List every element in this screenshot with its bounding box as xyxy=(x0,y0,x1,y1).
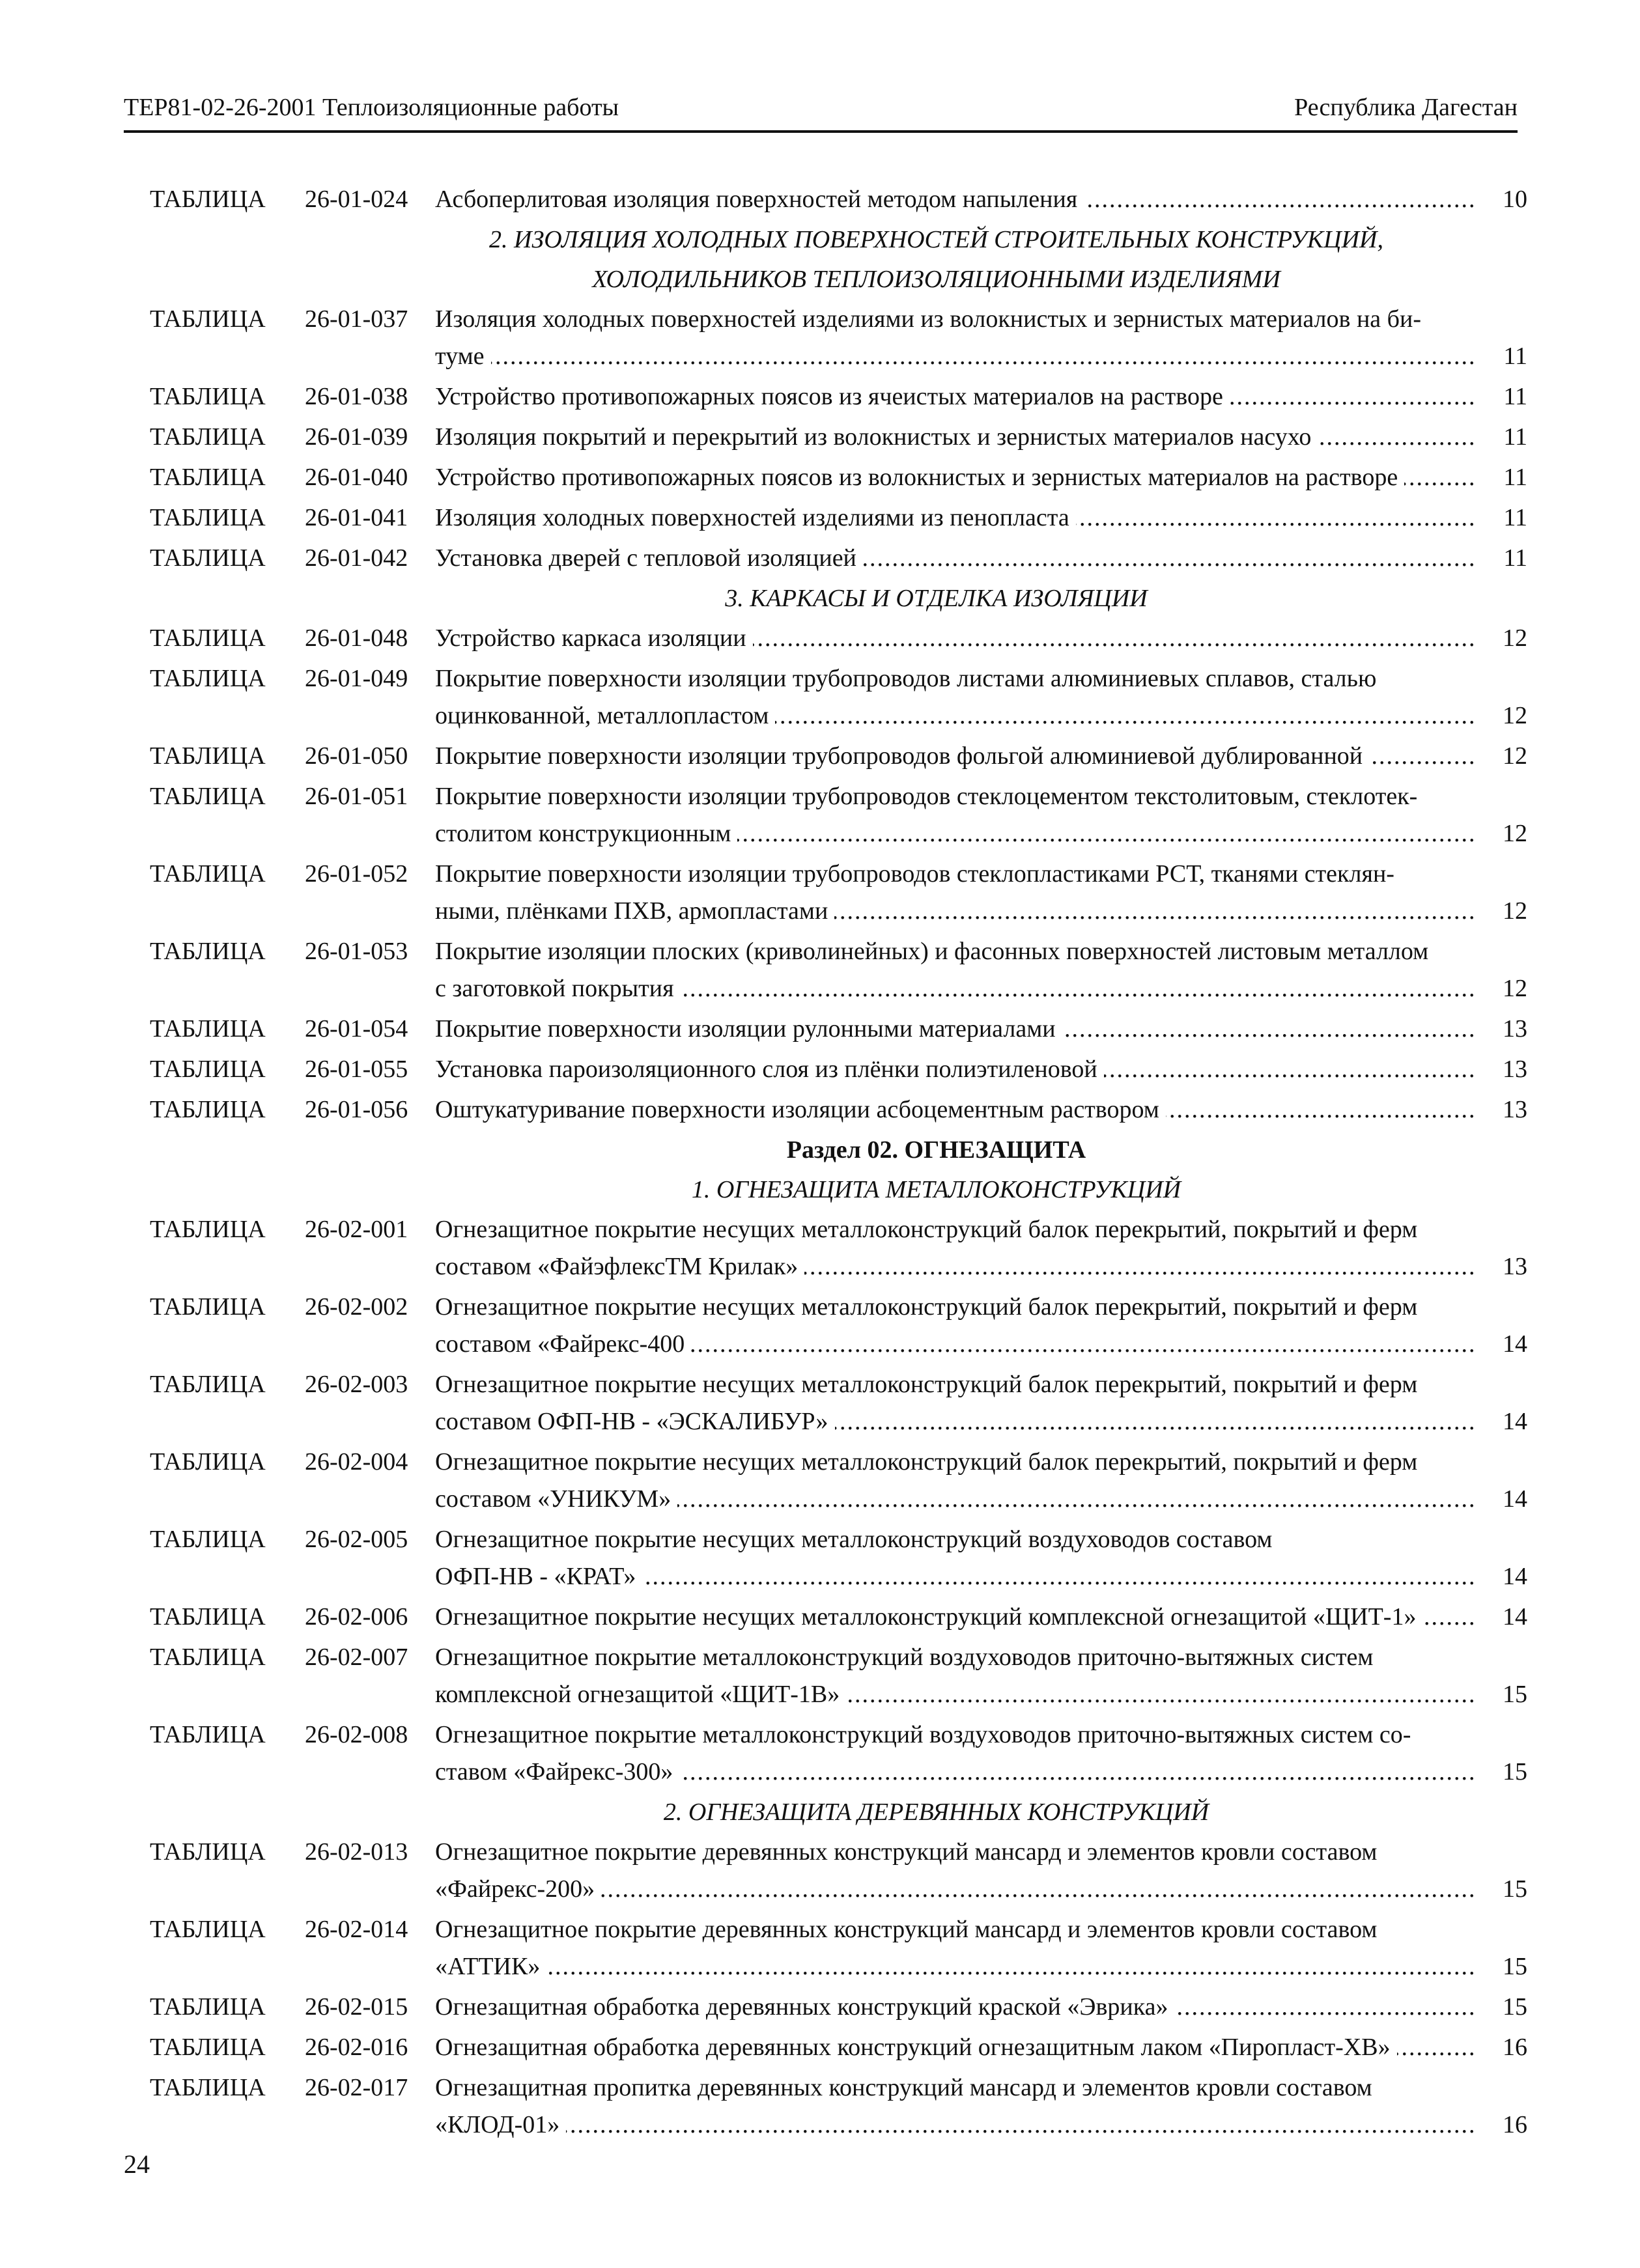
toc-entry-page: 15 xyxy=(1503,1875,1527,1903)
toc-entry-title-line: ставом «Файрекс-300» xyxy=(435,1758,679,1785)
toc-entry-title xyxy=(435,1011,1482,1048)
toc-entry-page: 13 xyxy=(1503,1056,1527,1083)
toc-entry-title-line: ными, плёнками ПХВ, армопластами xyxy=(435,897,834,925)
toc-entry-label: ТАБЛИЦА xyxy=(150,2034,266,2061)
toc-entry-page: 12 xyxy=(1503,742,1527,770)
toc-entry-code: 26-02-014 xyxy=(305,1916,408,1943)
toc-entry-title xyxy=(435,1989,1482,2026)
toc-entry-code: 26-01-052 xyxy=(305,860,408,888)
toc-entry-page: 11 xyxy=(1503,544,1527,572)
toc-entry-code: 26-01-024 xyxy=(305,186,408,213)
toc-entry-code: 26-01-037 xyxy=(305,305,408,333)
toc-entry-label: ТАБЛИЦА xyxy=(150,1526,266,1553)
toc-entry-title xyxy=(435,1289,1482,1363)
toc-entry xyxy=(150,181,1527,218)
toc-entry-title-line: Изоляция холодных поверхностей изделиями из волокнистых и зернистых материалов на би- xyxy=(435,305,1421,333)
toc-entry xyxy=(150,1834,1527,1908)
toc-entry-code: 26-02-003 xyxy=(305,1371,408,1398)
toc-entry-title-line: «АТТИК» xyxy=(435,1953,546,1980)
toc-entry-title-line: Устройство каркаса изоляции xyxy=(435,624,753,652)
toc-entry-code: 26-01-051 xyxy=(305,783,408,810)
toc-entry-title xyxy=(435,1211,1482,1285)
toc-entry xyxy=(150,1716,1527,1791)
toc-entry-title xyxy=(435,778,1482,852)
toc-entry-page: 12 xyxy=(1503,702,1527,729)
toc-entry-title-line: Покрытие поверхности изоляции рулонными материалами xyxy=(435,1015,1062,1043)
toc-entry-label: ТАБЛИЦА xyxy=(150,1056,266,1083)
toc-entry xyxy=(150,1444,1527,1518)
toc-entry-page: 16 xyxy=(1503,2034,1527,2061)
toc-entry-code: 26-01-048 xyxy=(305,624,408,652)
toc-entry-title-line: Огнезащитное покрытие несущих металлоконструкций воздуховодов составом xyxy=(435,1526,1273,1553)
toc-entry xyxy=(150,1599,1527,1636)
toc-entry xyxy=(150,301,1527,375)
toc-entry-label: ТАБЛИЦА xyxy=(150,504,266,531)
toc-entry-title-line: с заготовкой покрытия xyxy=(435,975,681,1002)
toc-entry xyxy=(150,1521,1527,1595)
toc-entry-label: ТАБЛИЦА xyxy=(150,1993,266,2021)
toc-entry-code: 26-02-016 xyxy=(305,2034,408,2061)
toc-entry-page: 10 xyxy=(1503,186,1527,213)
toc-entry-title-line: Огнезащитное покрытие металлоконструкций воздуховодов приточно-вытяжных систем xyxy=(435,1644,1374,1671)
section-heading: Раздел 02. ОГНЕЗАЩИТА xyxy=(786,1136,1086,1164)
toc-entry xyxy=(150,1989,1527,2026)
toc-entry-page: 12 xyxy=(1503,820,1527,847)
toc-entry-label: ТАБЛИЦА xyxy=(150,423,266,451)
toc-entry-code: 26-02-005 xyxy=(305,1526,408,1553)
toc-entry-page: 15 xyxy=(1503,1993,1527,2021)
toc-entry xyxy=(150,1639,1527,1713)
toc-entry-code: 26-02-006 xyxy=(305,1603,408,1631)
toc-entry-title xyxy=(435,1521,1482,1595)
toc-entry-label: ТАБЛИЦА xyxy=(150,2074,266,2101)
toc-entry-code: 26-02-013 xyxy=(305,1838,408,1866)
toc-entry-title xyxy=(435,1834,1482,1908)
toc-entry xyxy=(150,378,1527,415)
section-heading: 2. ИЗОЛЯЦИЯ ХОЛОДНЫХ ПОВЕРХНОСТЕЙ СТРОИТЕЛЬНЫХ КОНСТРУКЦИЙ, xyxy=(489,226,1383,253)
section-heading: 1. ОГНЕЗАЩИТА МЕТАЛЛОКОНСТРУКЦИЙ xyxy=(691,1176,1181,1203)
toc-entry-title-line: туме xyxy=(435,343,491,370)
toc-entry-title-line: «КЛОД-01» xyxy=(435,2111,566,2138)
toc-entry xyxy=(150,499,1527,537)
toc-entry-code: 26-01-053 xyxy=(305,938,408,965)
toc-entry-title-line: Покрытие поверхности изоляции трубопроводов стеклоцементом текстолитовым, стеклотек- xyxy=(435,783,1418,810)
section-heading: 3. КАРКАСЫ И ОТДЕЛКА ИЗОЛЯЦИИ xyxy=(725,585,1148,612)
toc-entry-page: 15 xyxy=(1503,1681,1527,1708)
toc-entry-title-line: Огнезащитная пропитка деревянных конструкций мансард и элементов кровли составом xyxy=(435,2074,1372,2101)
toc-entry-title xyxy=(435,540,1482,577)
toc-entry-label: ТАБЛИЦА xyxy=(150,624,266,652)
toc-entry-title xyxy=(435,419,1482,456)
toc-entry-page: 11 xyxy=(1503,504,1527,531)
toc-entry-label: ТАБЛИЦА xyxy=(150,938,266,965)
toc-entry-title-line: Огнезащитное покрытие несущих металлоконструкций балок перекрытий, покрытий и ферм xyxy=(435,1448,1418,1476)
toc-entry-title-line: Установка дверей с тепловой изоляцией xyxy=(435,544,863,572)
toc-entry-page: 16 xyxy=(1503,2111,1527,2138)
toc-entry-title xyxy=(435,1444,1482,1518)
toc-entry xyxy=(150,778,1527,852)
toc-entry-title-line: Асбоперлитовая изоляция поверхностей методом напыления xyxy=(435,186,1084,213)
toc-entry-title-line: Устройство противопожарных поясов из волокнистых и зернистых материалов на растворе xyxy=(435,464,1404,491)
toc-entry-label: ТАБЛИЦА xyxy=(150,305,266,333)
toc-entry-page: 14 xyxy=(1503,1563,1527,1590)
toc-entry xyxy=(150,856,1527,930)
toc-entry-code: 26-01-042 xyxy=(305,544,408,572)
toc-entry-page: 12 xyxy=(1503,624,1527,652)
toc-entry xyxy=(150,1289,1527,1363)
toc-entry xyxy=(150,2029,1527,2066)
toc-entry-page: 12 xyxy=(1503,897,1527,925)
toc-entry-title-line: комплексной огнезащитой «ЩИТ-1В» xyxy=(435,1681,846,1708)
toc-entry-page: 14 xyxy=(1503,1408,1527,1435)
toc-entry-code: 26-01-055 xyxy=(305,1056,408,1083)
toc-entry-title-line: Огнезащитное покрытие металлоконструкций воздуховодов приточно-вытяжных систем со- xyxy=(435,1721,1411,1748)
toc-entry-title-line: Оштукатуривание поверхности изоляции асбоцементным раствором xyxy=(435,1096,1166,1123)
toc-entry-code: 26-01-056 xyxy=(305,1096,408,1123)
toc-entry xyxy=(150,660,1527,735)
toc-entry-page: 14 xyxy=(1503,1603,1527,1631)
toc-entry-title-line: Покрытие изоляции плоских (криволинейных) и фасонных поверхностей листовым металлом xyxy=(435,938,1429,965)
toc-entry-title xyxy=(435,933,1482,1007)
toc-entry-label: ТАБЛИЦА xyxy=(150,1216,266,1243)
toc-entry-code: 26-01-050 xyxy=(305,742,408,770)
toc-entry-code: 26-02-017 xyxy=(305,2074,408,2101)
toc-entry xyxy=(150,1211,1527,1285)
toc-entry-label: ТАБЛИЦА xyxy=(150,1838,266,1866)
toc-entry-code: 26-01-038 xyxy=(305,383,408,410)
toc-entry-title-line: составом «УНИКУМ» xyxy=(435,1485,677,1513)
toc-entry xyxy=(150,459,1527,496)
toc-entry-label: ТАБЛИЦА xyxy=(150,544,266,572)
toc-entry-label: ТАБЛИЦА xyxy=(150,665,266,692)
toc-entry-title xyxy=(435,620,1482,657)
toc-entry-title-line: оцинкованной, металлопластом xyxy=(435,702,775,729)
toc-entry-title-line: Огнезащитная обработка деревянных конструкций огнезащитным лаком «Пиропласт-ХВ» xyxy=(435,2034,1397,2061)
toc-entry-label: ТАБЛИЦА xyxy=(150,1015,266,1043)
toc-entry-title-line: Установка пароизоляционного слоя из плёнки полиэтиленовой xyxy=(435,1056,1104,1083)
toc-entry-title-line: Огнезащитное покрытие несущих металлоконструкций комплексной огнезащитой «ЩИТ-1» xyxy=(435,1603,1422,1631)
toc-entry-label: ТАБЛИЦА xyxy=(150,1448,266,1476)
toc-entry xyxy=(150,1011,1527,1048)
toc-entry-title-line: Изоляция покрытий и перекрытий из волокнистых и зернистых материалов насухо xyxy=(435,423,1318,451)
toc-entry-label: ТАБЛИЦА xyxy=(150,1096,266,1123)
toc-entry-title xyxy=(435,1091,1482,1128)
toc-entry-label: ТАБЛИЦА xyxy=(150,383,266,410)
toc-entry-page: 14 xyxy=(1503,1330,1527,1358)
toc-entry xyxy=(150,2069,1527,2144)
toc-entry-code: 26-02-015 xyxy=(305,1993,408,2021)
toc-entry-label: ТАБЛИЦА xyxy=(150,464,266,491)
toc-entry-label: ТАБЛИЦА xyxy=(150,186,266,213)
toc-entry-title xyxy=(435,499,1482,537)
toc-entry-page: 11 xyxy=(1503,423,1527,451)
toc-entry-code: 26-02-008 xyxy=(305,1721,408,1748)
toc-entry-title xyxy=(435,660,1482,735)
toc-entry xyxy=(150,1911,1527,1985)
toc-entry-title xyxy=(435,1366,1482,1440)
toc-entry-title-line: Огнезащитное покрытие несущих металлоконструкций балок перекрытий, покрытий и ферм xyxy=(435,1216,1418,1243)
toc-entry-title xyxy=(435,301,1482,375)
toc-entry-title xyxy=(435,1051,1482,1088)
toc-entry-label: ТАБЛИЦА xyxy=(150,1721,266,1748)
page-number: 24 xyxy=(124,2149,150,2179)
toc-entry-title xyxy=(435,1716,1482,1791)
toc-entry-code: 26-02-001 xyxy=(305,1216,408,1243)
toc-entry-title-line: Покрытие поверхности изоляции трубопроводов стеклопластиками РСТ, тканями стеклян- xyxy=(435,860,1394,888)
toc-entry-page: 15 xyxy=(1503,1953,1527,1980)
toc-entry-label: ТАБЛИЦА xyxy=(150,1371,266,1398)
toc-entry xyxy=(150,1051,1527,1088)
toc-entry-title-line: «Файрекс-200» xyxy=(435,1875,601,1903)
toc-entry-title xyxy=(435,1639,1482,1713)
toc-entry-page: 11 xyxy=(1503,464,1527,491)
toc-entry-title xyxy=(435,738,1482,775)
toc-entry-page: 15 xyxy=(1503,1758,1527,1785)
toc-entry-title-line: Устройство противопожарных поясов из ячеистых материалов на растворе xyxy=(435,383,1230,410)
toc-entry-code: 26-02-002 xyxy=(305,1293,408,1321)
toc-entry-code: 26-01-040 xyxy=(305,464,408,491)
toc-entry xyxy=(150,1366,1527,1440)
toc-entry-title xyxy=(435,856,1482,930)
toc-entry-title-line: столитом конструкционным xyxy=(435,820,737,847)
toc-entry-title xyxy=(435,1599,1482,1636)
toc-entry-page: 12 xyxy=(1503,975,1527,1002)
toc-entry xyxy=(150,738,1527,775)
toc-entry-page: 13 xyxy=(1503,1015,1527,1043)
toc-entry-label: ТАБЛИЦА xyxy=(150,1293,266,1321)
toc-entry-label: ТАБЛИЦА xyxy=(150,783,266,810)
header-title: ТЕР81-02-26-2001 Теплоизоляционные работы xyxy=(124,94,619,121)
toc-entry-page: 13 xyxy=(1503,1096,1527,1123)
toc-entry-title-line: составом «Файрекс-400 xyxy=(435,1330,691,1358)
toc-entry-title xyxy=(435,378,1482,415)
toc-entry-page: 14 xyxy=(1503,1485,1527,1513)
toc-entry-title-line: Изоляция холодных поверхностей изделиями из пенопласта xyxy=(435,504,1076,531)
toc-entry-page: 11 xyxy=(1503,383,1527,410)
toc-entry-label: ТАБЛИЦА xyxy=(150,1603,266,1631)
toc-entry-title xyxy=(435,1911,1482,1985)
toc-entry-label: ТАБЛИЦА xyxy=(150,860,266,888)
toc-entry-title-line: составом «ФайэфлексТМ Крилак» xyxy=(435,1253,804,1280)
toc-entry-title-line: Огнезащитное покрытие деревянных конструкций мансард и элементов кровли составом xyxy=(435,1838,1378,1866)
toc-entry-title xyxy=(435,459,1482,496)
toc-entry-label: ТАБЛИЦА xyxy=(150,742,266,770)
toc-entry-code: 26-01-049 xyxy=(305,665,408,692)
toc-entry-code: 26-01-054 xyxy=(305,1015,408,1043)
section-heading: ХОЛОДИЛЬНИКОВ ТЕПЛОИЗОЛЯЦИОННЫМИ ИЗДЕЛИЯМИ xyxy=(592,266,1280,293)
toc-entry xyxy=(150,620,1527,657)
page-header xyxy=(124,85,1518,133)
toc-entry-title-line: Огнезащитная обработка деревянных конструкций краской «Эврика» xyxy=(435,1993,1175,2021)
toc-entry-title-line: Огнезащитное покрытие несущих металлоконструкций балок перекрытий, покрытий и ферм xyxy=(435,1371,1418,1398)
header-region: Республика Дагестан xyxy=(1294,94,1518,121)
toc-entry-title xyxy=(435,181,1482,218)
toc-entry-page: 13 xyxy=(1503,1253,1527,1280)
toc-entry-code: 26-01-039 xyxy=(305,423,408,451)
toc-entry xyxy=(150,933,1527,1007)
toc-entry-page: 11 xyxy=(1503,343,1527,370)
toc-entry-code: 26-02-004 xyxy=(305,1448,408,1476)
toc-entry-code: 26-01-041 xyxy=(305,504,408,531)
toc-entry xyxy=(150,540,1527,577)
toc-entry-title-line: Огнезащитное покрытие несущих металлоконструкций балок перекрытий, покрытий и ферм xyxy=(435,1293,1418,1321)
toc-entry xyxy=(150,419,1527,456)
toc-entry-title-line: ОФП-НВ - «КРАТ» xyxy=(435,1563,642,1590)
section-heading: 2. ОГНЕЗАЩИТА ДЕРЕВЯННЫХ КОНСТРУКЦИЙ xyxy=(663,1799,1209,1826)
toc-entry-label: ТАБЛИЦА xyxy=(150,1916,266,1943)
toc-entry-title-line: составом ОФП-НВ - «ЭСКАЛИБУР» xyxy=(435,1408,835,1435)
toc-entry-title-line: Огнезащитное покрытие деревянных конструкций мансард и элементов кровли составом xyxy=(435,1916,1378,1943)
toc-entry xyxy=(150,1091,1527,1128)
table-of-contents xyxy=(150,181,1527,2147)
toc-entry-code: 26-02-007 xyxy=(305,1644,408,1671)
toc-entry-label: ТАБЛИЦА xyxy=(150,1644,266,1671)
toc-entry-title-line: Покрытие поверхности изоляции трубопроводов листами алюминиевых сплавов, сталью xyxy=(435,665,1377,692)
toc-entry-title-line: Покрытие поверхности изоляции трубопроводов фольгой алюминиевой дублированной xyxy=(435,742,1369,770)
toc-entry-title xyxy=(435,2029,1482,2066)
toc-entry-title xyxy=(435,2069,1482,2144)
